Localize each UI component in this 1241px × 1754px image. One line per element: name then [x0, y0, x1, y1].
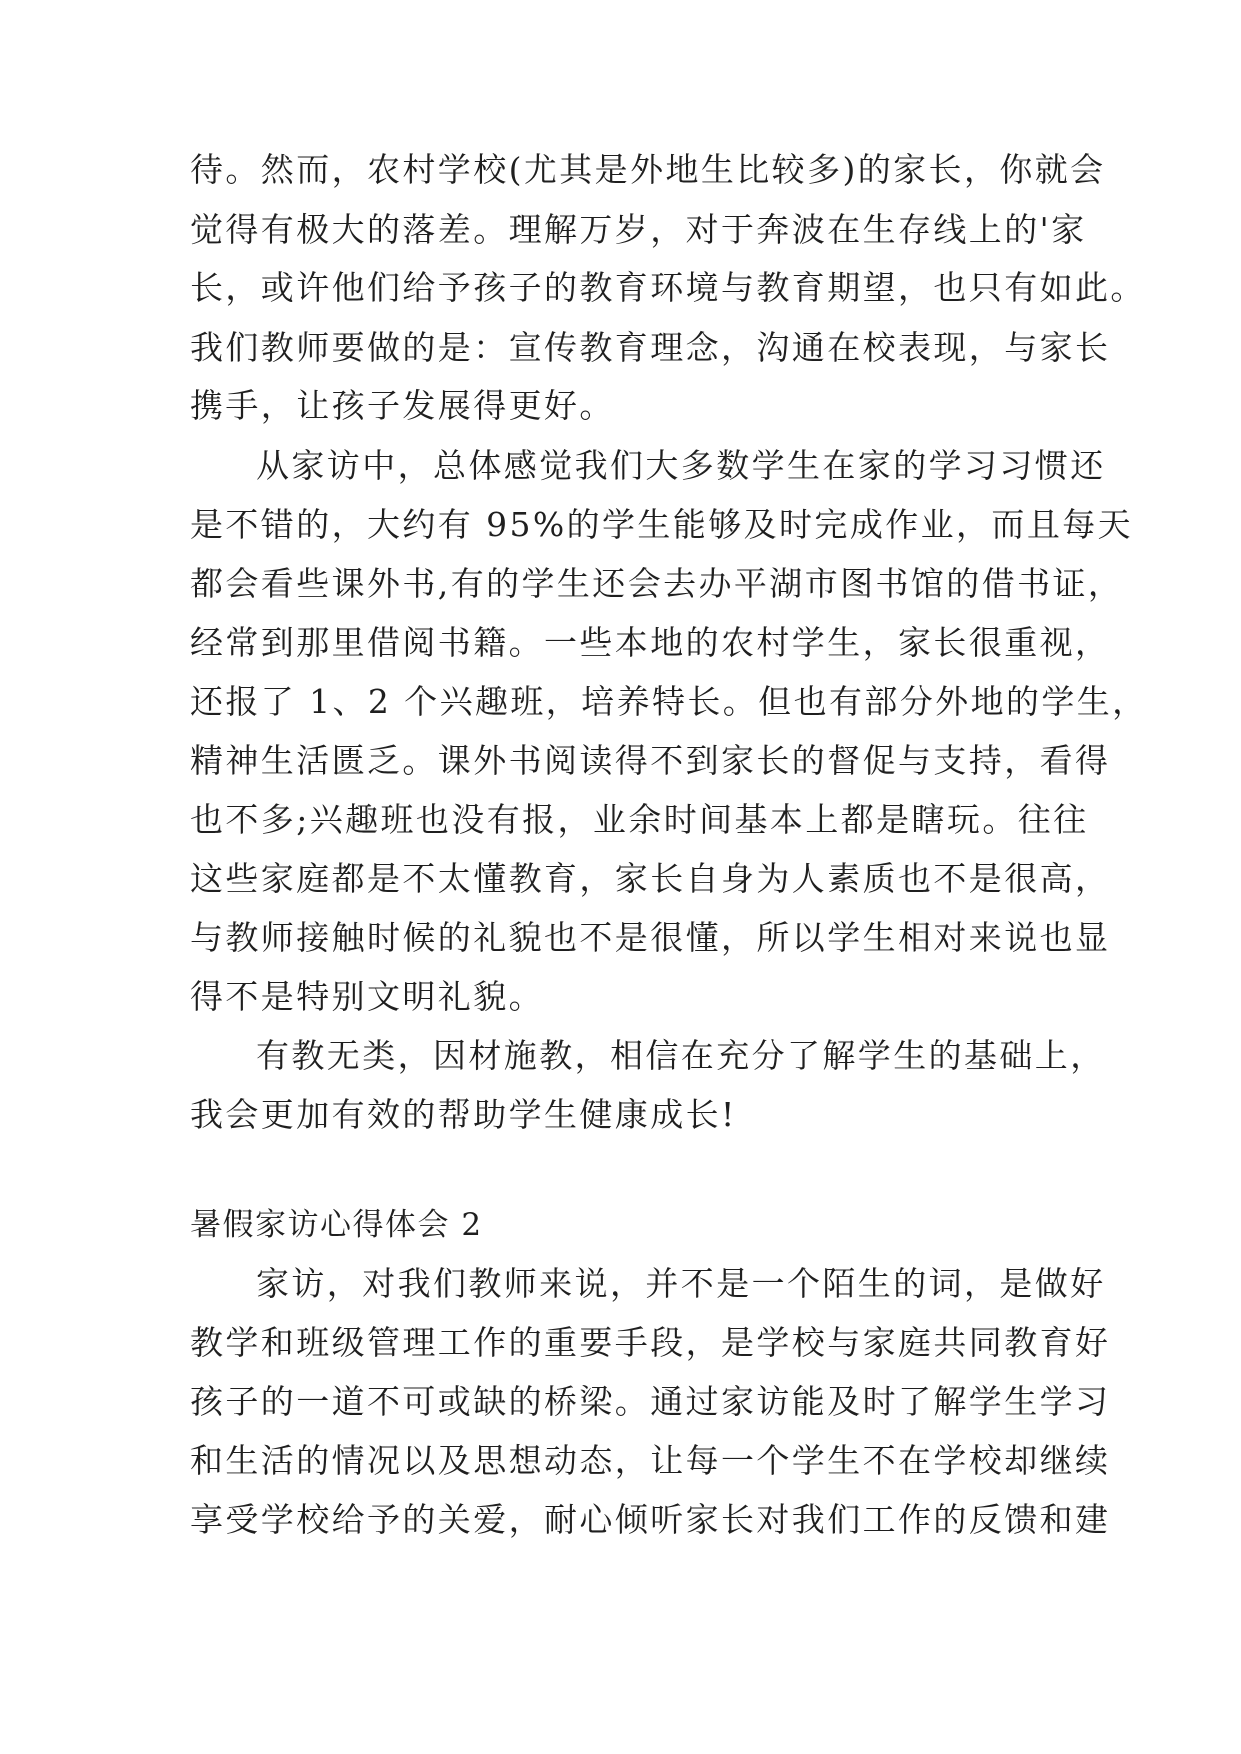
text-line: 教学和班级管理工作的重要手段，是学校与家庭共同教育好 [190, 1323, 1111, 1362]
text-line: 与教师接触时候的礼貌也不是很懂，所以学生相对来说也显 [190, 918, 1111, 957]
text-line: 我会更加有效的帮助学生健康成长! [190, 1095, 737, 1134]
paragraph-start-line: 从家访中，总体感觉我们大多数学生在家的学习习惯还 [256, 446, 1106, 485]
section-title: 暑假家访心得体会 2 [190, 1207, 483, 1243]
paragraph-start-line: 有教无类，因材施教，相信在充分了解学生的基础上， [256, 1036, 1106, 1075]
text-line: 还报了 1、2 个兴趣班，培养特长。但也有部分外地的学生， [190, 682, 1148, 721]
text-line: 孩子的一道不可或缺的桥梁。通过家访能及时了解学生学习 [190, 1382, 1111, 1421]
text-line: 我们教师要做的是：宣传教育理念，沟通在校表现，与家长 [190, 328, 1111, 367]
text-line: 携手，让孩子发展得更好。 [190, 386, 615, 425]
text-line: 经常到那里借阅书籍。一些本地的农村学生，家长很重视， [190, 623, 1111, 662]
text-line: 也不多;兴趣班也没有报，业余时间基本上都是瞎玩。往往 [190, 800, 1089, 839]
text-line: 都会看些课外书,有的学生还会去办平湖市图书馆的借书证， [190, 564, 1124, 603]
text-line: 长，或许他们给予孩子的教育环境与教育期望，也只有如此。 [190, 268, 1146, 307]
text-line: 精神生活匮乏。课外书阅读得不到家长的督促与支持，看得 [190, 741, 1111, 780]
text-line: 得不是特别文明礼貌。 [190, 977, 544, 1016]
text-line: 是不错的，大约有 95%的学生能够及时完成作业，而且每天 [190, 505, 1134, 544]
text-line: 享受学校给予的关爱，耐心倾听家长对我们工作的反馈和建 [190, 1500, 1111, 1539]
text-line: 和生活的情况以及思想动态，让每一个学生不在学校却继续 [190, 1441, 1111, 1480]
text-line: 觉得有极大的落差。理解万岁，对于奔波在生存线上的'家 [190, 210, 1087, 249]
paragraph-start-line: 家访，对我们教师来说，并不是一个陌生的词，是做好 [256, 1264, 1106, 1303]
text-line: 这些家庭都是不太懂教育，家长自身为人素质也不是很高， [190, 859, 1111, 898]
text-line: 待。然而，农村学校(尤其是外地生比较多)的家长，你就会 [190, 150, 1106, 189]
